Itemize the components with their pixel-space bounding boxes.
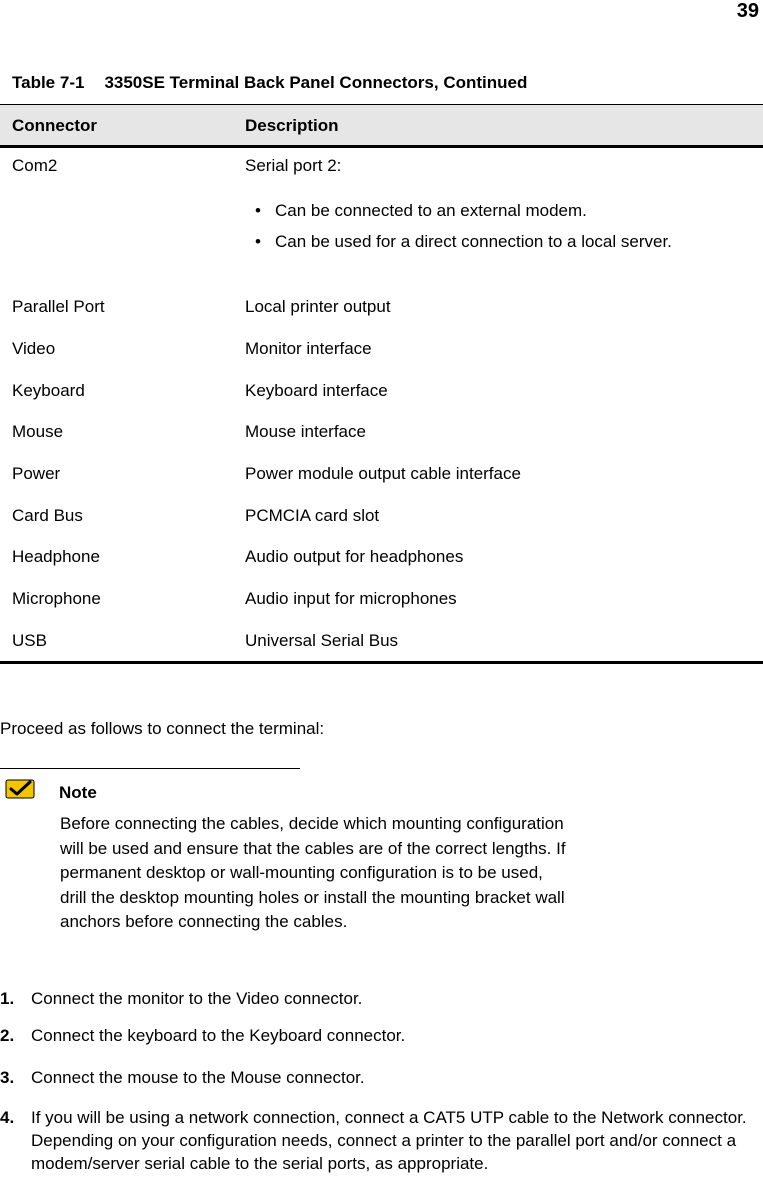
checkmark-icon [5,779,35,799]
table-cell-connector: Mouse [12,422,64,441]
intro-text: Proceed as follows to connect the terminal: [0,719,325,738]
step-item [0,1024,760,1047]
table-cell-connector: Com2 [12,156,58,175]
step-number: 3. [0,1068,15,1087]
step-text: If you will be using a network connection, connect a CAT5 UTP cable to the Network connector. Depending on your configuration needs, connect a printer to the parallel port and/or connect a modem/server serial cable to the serial ports, as appropriate. [31,1108,747,1173]
table-bullet-item: • Can be connected to an external modem. [255,201,587,220]
table-cell-connector: Headphone [12,547,100,566]
step-item [0,1106,760,1198]
table-title-number: Table 7-1 [12,73,85,92]
table-cell-description: PCMCIA card slot [245,506,380,525]
table-cell-connector: Keyboard [12,381,85,400]
bullet-icon: • [255,201,261,220]
note-title: Note [59,783,97,802]
table-title-text: 3350SE Terminal Back Panel Connectors, Continued [104,73,528,92]
table-cell-description: Keyboard interface [245,381,388,400]
table-cell-description: Power module output cable interface [245,464,521,483]
step-text: Connect the mouse to the Mouse connector. [31,1068,365,1087]
step-text: Connect the monitor to the Video connector. [31,989,363,1008]
header-connector: Connector [12,116,97,135]
note-body: Before connecting the cables, decide which mounting configuration will be used and ensure that the cables are of the correct lengths. If permanent desktop or wall-mounting configuration is to be used, drill the desktop mounting holes or install the mounting bracket wall anchors before connecting the cables. [60,814,566,932]
step-number: 4. [0,1108,15,1127]
step-text: Connect the keyboard to the Keyboard connector. [31,1026,406,1045]
table-bullet-item: • Can be used for a direct connection to a local server. [255,232,672,251]
table-header-bar [0,104,763,148]
step-number: 2. [0,1026,15,1045]
table-cell-connector: Microphone [12,589,101,608]
table-cell-connector: USB [12,631,47,650]
table-cell-description: Monitor interface [245,339,372,358]
table-cell-description: Audio output for headphones [245,547,464,566]
table-cell-description: Universal Serial Bus [245,631,399,650]
table-cell-connector: Video [12,339,56,358]
table-cell-description: Mouse interface [245,422,366,441]
table-cell-description: Serial port 2: [245,156,342,175]
table-cell-connector: Parallel Port [12,297,105,316]
bullet-icon: • [255,232,261,251]
table-cell-connector: Card Bus [12,506,83,525]
note-divider [0,768,300,769]
table-cell-description: Local printer output [245,297,391,316]
table-cell-connector: Power [12,464,61,483]
step-number: 1. [0,989,15,1008]
step-item [0,1066,760,1089]
page-number: 39 [736,0,759,22]
header-description: Description [245,116,339,135]
table-cell-description: Audio input for microphones [245,589,457,608]
table-title [12,73,527,93]
step-item [0,987,760,1010]
table-bottom-rule [0,661,763,664]
